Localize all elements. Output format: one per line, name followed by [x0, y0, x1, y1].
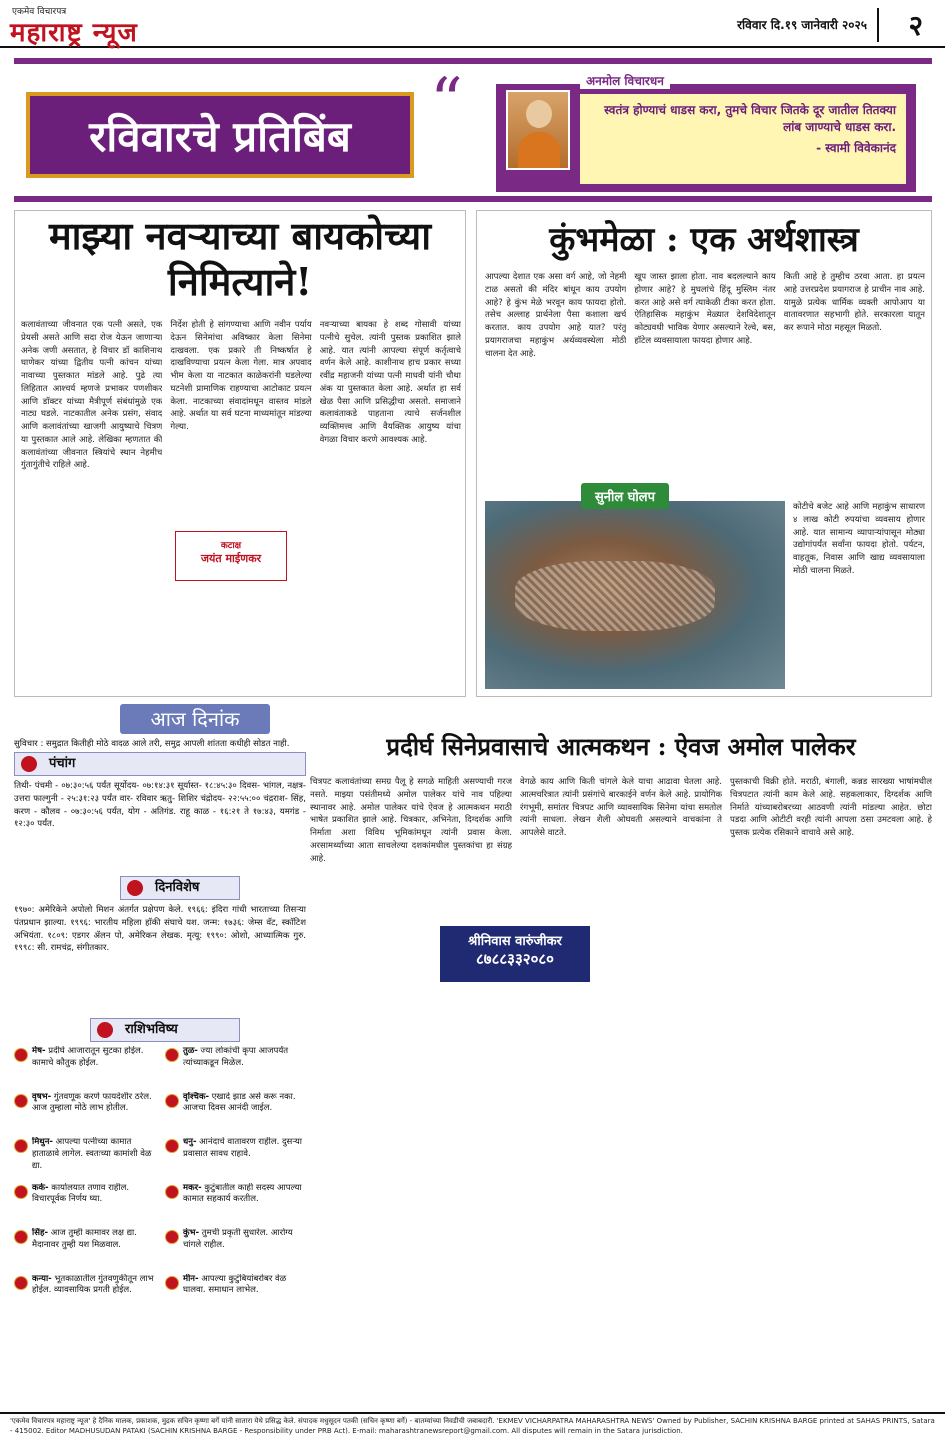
article-body	[310, 776, 932, 1406]
rashi-title: राशिभविष्य	[125, 1022, 178, 1037]
rashi-name: तुळ-	[183, 1046, 198, 1056]
rashi-text: भूतकाळातील गुंतवणुकीतून लाभ होईल. व्यावसायिक प्रगती होईल.	[32, 1273, 154, 1296]
article-column: पुस्तकाची विक्री होते. मराठी, बंगाली, कन्नड सारख्या भाषांमधील चित्रपटात त्यांनी काम केले आहे. सहकलाकार, दिग्दर्शक आणि निर्माते यांच्याबरोबरच्या आठवणी त्यांनी मांडल्या आहेत. छोटा पडदा आणि ओटीटी वरही त्यांनी आपला ठसा उमटवला आहे. हे पुस्तक प्रत्येक रसिकाने वाचावे असे आहे.	[730, 777, 932, 838]
rashi-name: सिंह-	[32, 1228, 48, 1238]
article-column: चित्रपट कलावंतांच्या समग्र पैलू हे सगळे माहिती असण्याची गरज नसते. माझ्या पसंतीमध्ये अमोल पालेकर यांचे नाव पहिल्या स्थानावर आहे. अमोल पालेकर यांचे ऐवज हे आत्मकथन मराठी भाषेत प्रकाशित झाले आहे. चित्रकार, अभिनेता, दिग्दर्शक आणि निर्माता अशा विविध भूमिकांमधून त्यांनी प्रवास केला. अरसामर्थ्यांच्या आता साचलेल्या दशकांमधील पुस्तकांचा हा संग्रह आहे.	[310, 777, 512, 864]
masthead-divider	[877, 8, 879, 42]
article-column: निर्देश होती हे सांगण्याचा आणि नवीन पर्याय देऊन सिनेमांचा अविष्कार केला सिनेमा दाखवला. एक प्रकारे ती निष्कर्षात हे दाखविण्याचा प्रयत्न केला गेला. मात्र अपवाद भीम केला या नाटकात काळेकरांनी घडलेल्या घटनेशी प्रामाणिक राहण्याचा आटोकाट प्रयत्न केला. नाटकाच्या संवादांमधून वास्तव मांडले आहे. अर्थात या सर्व घटना माध्यमांतून मांडल्या गेल्या.	[170, 320, 312, 432]
article-column: आपल्या देशात एक असा वर्ग आहे, जो नेहमी टाळ असतो की मंदिर बांधून काय उपयोग आहे? हे कुंभ मेळे भरवून काय फायदा होतो. तसेच अल्लाह प्रार्थनेला पैसा कशाला खर्च करतात. काय उपयोग आहे यात? परंतु प्रयागराजचा महाकुंभ अर्थव्यवस्थेला मोठी चालना देत आहे.	[485, 272, 627, 359]
author-name: श्रीनिवास वारुंजीकर	[468, 934, 562, 949]
panchang-heading	[14, 752, 306, 776]
section-banner	[14, 58, 932, 202]
quote-panel	[496, 74, 916, 192]
rashi-text: तुमची प्रकृती सुधारेल. आरोग्य चांगले राहील.	[183, 1228, 293, 1250]
rashi-grid	[14, 1046, 306, 1410]
rashi-text: आपल्या पत्नीच्या कामात हाताळावे लागेल. स्वतःच्या कामांशी वेळ द्या.	[32, 1137, 152, 1171]
zodiac-wheel-icon	[97, 1022, 113, 1038]
page-number: २	[908, 9, 923, 42]
section-title-box	[26, 92, 414, 178]
rashi-text: गुंतवणूक करणे फायदेशीर ठरेल. आज तुम्हाला मोठे लाभ होतील.	[32, 1091, 152, 1114]
article-title: प्रदीर्घ सिनेप्रवासाचे आत्मकथन : ऐवज अमोल पालेकर	[386, 732, 856, 761]
article-column: खूप जास्त झाला होता. नाव बदलल्याने काय होणार आहे? हे मुघलांचे हिंदू मुस्लिम नंतर करत आहे असे वर्ग त्याकेळी टीका करत होता. ऐतिहासिक महाकुंभ मेळ्यात देशविदेशातून कोट्यवधी भाविक येणार असल्याने रेल्वे, बस, हॉटेल व्यवसायाला फायदा होणार आहे.	[634, 272, 776, 346]
article-title: माझ्या नवऱ्याच्या बायकाेच्या निमित्याने!	[48, 213, 432, 304]
kumbh-mela-photo	[485, 501, 785, 689]
section-title: रविवारचे प्रतिबिंब	[89, 111, 351, 161]
rashi-item	[14, 1274, 155, 1320]
zodiac-sign-icon	[14, 1094, 28, 1108]
rashi-item	[165, 1046, 306, 1092]
article-column: वेगळे काय आणि किती चांगले केले याचा आढावा घेतला आहे. आत्मचरित्रात त्यांनी प्रसंगांचे बारकाईने वर्णन केले आहे. प्रायोगिक रंगभूमी, समांतर चित्रपट आणि व्यावसायिक सिनेमा यांचा समतोल त्यांनी साधला. लेखन शैली ओघवती असल्याने वाचकांना ते आपलेसे वाटते.	[520, 777, 722, 838]
vivekananda-portrait	[506, 90, 570, 170]
rashi-text: प्रदीर्घ आजारातून सुटका होईल. कामाचे कौतुक होईल.	[32, 1046, 144, 1068]
zodiac-sign-icon	[14, 1230, 28, 1244]
article-body	[21, 319, 461, 693]
rashi-text: आनंदाचे वातावरण राहील. दुसऱ्या प्रवासात सावध राहावे.	[183, 1137, 303, 1159]
dinvishesh-heading	[120, 876, 240, 900]
zodiac-sign-icon	[165, 1276, 179, 1290]
rashi-heading	[90, 1018, 240, 1042]
quote-marks-icon: “	[430, 65, 463, 139]
article-title: कुंभमेळा : एक अर्थशास्त्र	[549, 220, 859, 260]
rashi-name: वृषभ-	[32, 1091, 52, 1102]
rashi-text: ज्या लोकांची कृपा आजपर्यंत त्यांच्याकडून मिळेल.	[183, 1046, 289, 1068]
article-body	[485, 271, 925, 491]
zodiac-sign-icon	[165, 1048, 179, 1062]
quote-text: स्वतंत्र होण्याचं धाडस करा, तुमचे विचार जितके दूर जातील तितक्या लांब जाण्याचे धाडस करा.	[604, 103, 896, 135]
masthead	[0, 0, 945, 48]
rashi-item	[165, 1274, 306, 1320]
zodiac-sign-icon	[14, 1276, 28, 1290]
rashi-name: मकर-	[183, 1182, 202, 1193]
panchang-title: पंचांग	[49, 756, 76, 771]
rashi-name: मिथुन-	[32, 1137, 53, 1147]
sidebar-heading: आज दिनांक	[120, 704, 270, 734]
author-box	[440, 926, 590, 982]
zodiac-sign-icon	[14, 1139, 28, 1153]
rashi-item	[14, 1046, 155, 1092]
article-amol-palekar	[310, 704, 932, 1412]
article-kumbh-mela	[476, 210, 932, 697]
zodiac-sign-icon	[14, 1185, 28, 1199]
rashi-text: एखादे झाड असे करू नका. आजचा दिवस आनंदी जाईल.	[183, 1091, 296, 1114]
rashi-item	[165, 1228, 306, 1274]
zodiac-sign-icon	[165, 1230, 179, 1244]
rashi-name: कन्या-	[32, 1273, 52, 1284]
article-column: नवऱ्याच्या बायका हे शब्द गोसावी यांच्या पत्नीचे सुचेल. त्यांनी पुस्तक प्रकाशित झाले आहे. यात त्यांनी आपल्या संपूर्ण कर्तृत्वाचे वर्णन केले आहे. काशीनाथ हाच प्रकार सध्या रवींद्र महाजनी यांच्या पत्नी माधवी यांनी चौथा अंक या पुस्तकात केला आहे. अर्थात हा सर्व खेळ पैसा आणि प्रसिद्धीचा असतो. समाजाने कलावंताकडे पाहताना त्याचे सर्जनशील व्यक्तिमत्त्व आणि वैयक्तिक आयुष्य यांचा वेगळा विचार करणे आवश्यक आहे.	[319, 320, 461, 445]
quote-box	[426, 65, 922, 194]
article-side-column: कोटीचे बजेट आहे आणि महाकुंभ साधारण ४ लाख कोटी रुपयांचा व्यवसाय होणार आहे. यात सामान्य व्यापाऱ्यांपासून मोठ्या उद्योगांपर्यंत सर्वांना फायदा होतो. पर्यटन, वाहतूक, निवास आणि खाद्य व्यवसायाला मोठी चालना मिळते.	[793, 502, 925, 576]
quote-content	[580, 94, 906, 184]
zodiac-sign-icon	[14, 1048, 28, 1062]
rashi-name: कुंभ-	[183, 1228, 200, 1238]
zodiac-sign-icon	[165, 1185, 179, 1199]
rashi-name: मीन-	[183, 1273, 199, 1284]
rashi-item	[14, 1137, 155, 1183]
quote-heading: अनमोल विचारधन	[580, 72, 670, 89]
newspaper-name: महाराष्ट्र न्यूज	[10, 18, 138, 48]
byline-box	[175, 531, 287, 581]
article-column: किती आहे हे तुम्हीच ठरवा आता. हा प्रयत्न आहे उत्तरप्रदेश प्रयागराज हे प्राचीन नाव आहे. यामुळे प्रत्येक धार्मिक व्यक्ती आपोआप या वातावरणात सहभागी होते. सरकारला यातून कर रूपाने मोठा महसूल मिळतो.	[783, 272, 925, 333]
rashi-item	[14, 1183, 155, 1229]
rashi-item	[165, 1092, 306, 1138]
rashi-item	[14, 1228, 155, 1274]
calendar-icon	[127, 880, 143, 896]
byline-label: कटाक्ष	[220, 541, 242, 551]
rashi-item	[165, 1183, 306, 1229]
imprint-footer: 'एकमेव विचारपत्र महाराष्ट्र न्यूज' हे दैनिक मालक, प्रकाशक, मुद्रक सचिन कृष्णा बर्गे यांनी सातारा येथे प्रसिद्ध केले. संपादक मधुसूदन पतकी (सचिन कृष्णा बर्गे) - बातम्यांच्या निवडीची जबाबदारी. 'EKMEV VICHARPATRA MAHARASHTRA NEWS' Owned by Publisher, SACHIN KRISHNA BARGE printed at SAHAS PRINTS, Satara - 415002. Editor MADHUSUDAN PATAKI (SACHIN KRISHNA BARGE - Responsibility under PRB Act). E-mail: maharashtranewsreport@gmail.com. All disputes will remain in the Satara jurisdiction.	[0, 1412, 945, 1442]
dinvishesh-text: १९७०: अमेरिकेने अपोलो मिशन अंतर्गत प्रक्षेपण केले. १९६६: इंदिरा गांधी भारताच्या तिसऱ्या पंतप्रधान झाल्या. १९९६: भारतीय महिला हॉकी संघाचे यश. जन्म: १७३६: जेम्स वॅट, स्कॉटिश अभियंता. १८०९: एडगर ॲलन पो, अमेरिकन लेखक. मृत्यू: १९९०: ओशो, आध्यात्मिक गुरु. १९९८: सी. रामचंद्र, संगीतकार.	[14, 905, 306, 954]
zodiac-sign-icon	[165, 1094, 179, 1108]
zodiac-sign-icon	[165, 1139, 179, 1153]
article-wife-story	[14, 210, 466, 697]
quote-author: - स्वामी विवेकानंद	[816, 140, 896, 155]
rashi-name: वृश्चिक-	[183, 1091, 209, 1102]
article-column: कलावंताच्या जीवनात एक पत्नी असते, एक प्रेयसी असते आणि सदा रोज येऊन जाणाऱ्या अनेक जणी असतात, हे विचार डॉ काशिनाथ घाणेकर यांच्या द्वितीय पत्नी कांचन यांच्या नावाच्या पुस्तकात मांडले आहे. पुढे त्या लिहितात आश्चर्य म्हणजे प्रभाकर पणशीकर आणि डॉक्टर यांच्या मैत्रीपूर्ण संबंधांमुळे एक नाट्य घडले. नाटकातील अनेक प्रसंग, संवाद आणि कलावंतांच्या खाजगी आयुष्याचे चित्रण या पुस्तकात आले आहे. लेखिका म्हणतात की कलावंतांच्या जीवनात स्त्रियांचे स्थान नेहमीच गुंतागुंतीचे राहिले आहे.	[21, 320, 163, 471]
rashi-item	[165, 1137, 306, 1183]
lamp-icon	[21, 756, 37, 772]
dinvishesh-title: दिनविशेष	[155, 880, 200, 895]
author-tag: सुनील घोलप	[581, 483, 669, 509]
rashi-item	[14, 1092, 155, 1138]
panchang-text: तिथी- पंचमी - ०७:३०:५६ पर्यंत सूर्योदय- ०७:१४:३१ सूर्यास्त- १८:४५:३० दिवस- भांगल, नक्षत्र- उत्तरा फाल्गुनी - २५:३१:२३ पर्यंत वार- रविवार ऋतु- शिशिर चंद्रोदय- २२:५५:०० चंद्रराश- सिंह, करण - कौलव - ०७:३०:५६ पर्यंत, योग - अतिगंड. राहू काळ - १६:२१ ते १७:४३, यमगंड - १२:३० पर्यंत.	[14, 781, 306, 830]
masthead-tagline: एकमेव विचारपत्र	[12, 7, 67, 17]
rashi-text: आज तुम्ही कामावर लक्ष द्या. मैदानावर तुम्ही यश मिळवाल.	[32, 1228, 137, 1250]
author-phone: ८७८८३३२०८०	[475, 950, 554, 968]
rashi-text: कार्यालयात तणाव राहील. विचारपूर्वक निर्णय घ्या.	[32, 1182, 130, 1205]
issue-date: रविवार दि.१९ जानेवारी २०२५	[737, 18, 867, 32]
rashi-name: कर्क-	[32, 1182, 49, 1193]
rashi-name: मेष-	[32, 1046, 46, 1056]
rashi-text: आपल्या कुटुंबियांबरोबर वेळ घालवा. समाधान लाभेल.	[183, 1273, 287, 1296]
byline-name: जयंत माईणकर	[200, 552, 262, 565]
rashi-name: धनु-	[183, 1137, 197, 1147]
rashi-text: कुटुंबातील काही सदस्य आपल्या कामात सहकार्य करतील.	[183, 1182, 302, 1205]
suvichar: सुविचार : समुद्रात कितीही मोठे वादळ आले तरी, समुद्र आपली शांतता कधीही सोडत नाही.	[14, 739, 290, 749]
